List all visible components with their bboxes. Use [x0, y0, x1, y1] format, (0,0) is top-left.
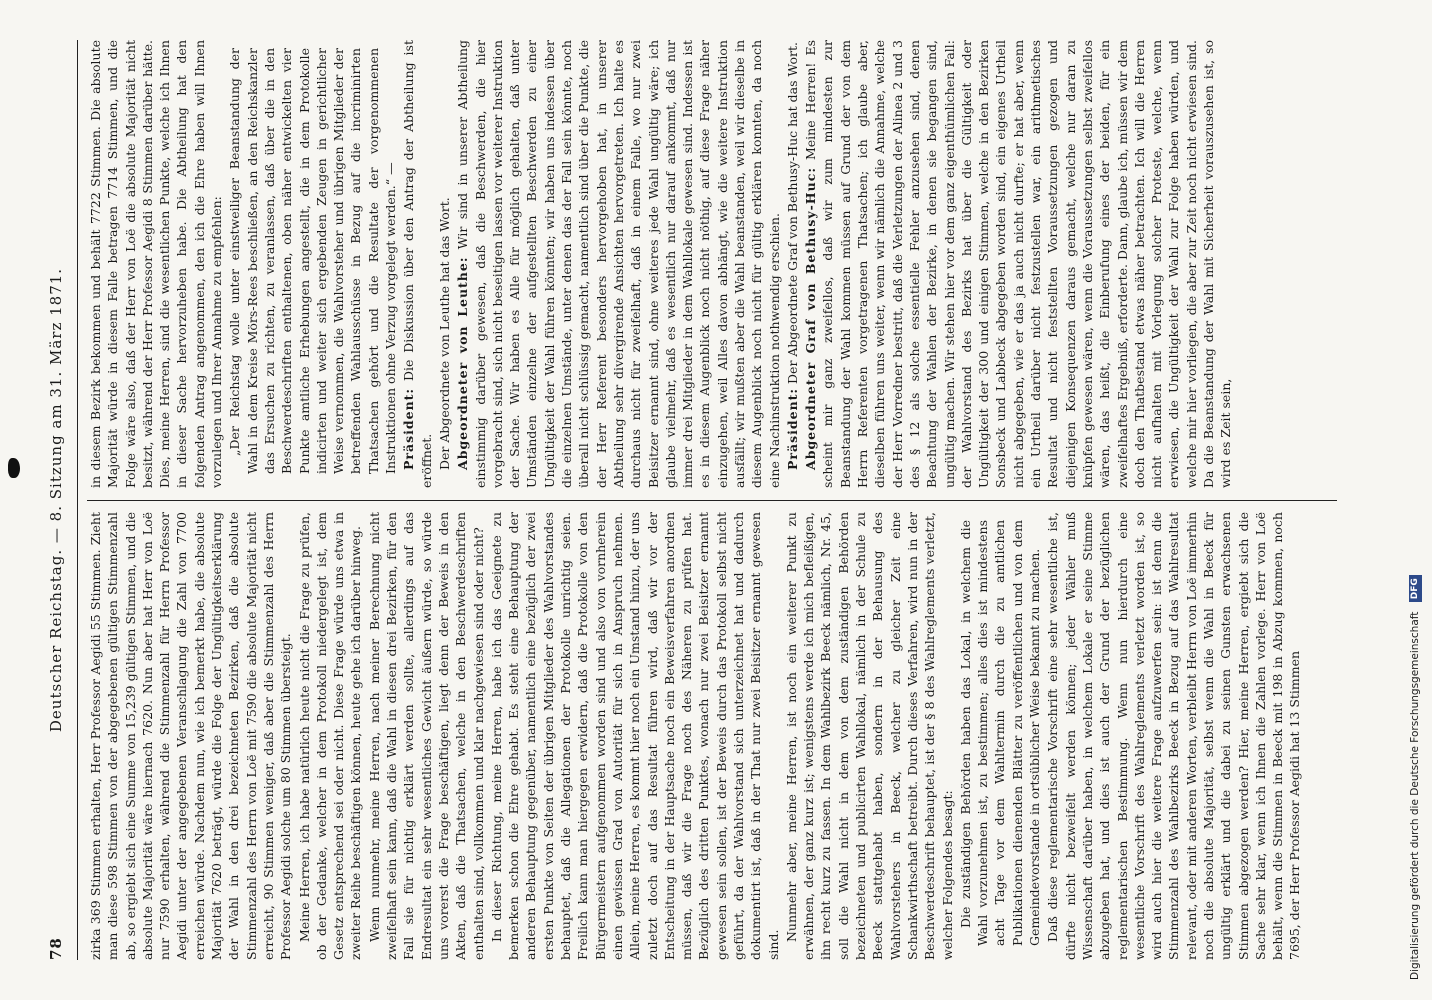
right-column — [87, 40, 1337, 488]
attribution-text: Digitalisierung gefördert durch die Deutsche Forschungsgemeinschaft — [1409, 611, 1421, 980]
printed-page — [25, 0, 1375, 1000]
running-head — [47, 40, 73, 960]
digitization-note — [1404, 20, 1426, 980]
paragraph: Daß diese reglementarische Vorschrift eine sehr wesentliche ist, dürfte nicht bezweifelt werden können; jeder Wähler muß Wissenschaft darüber haben, in welchem Lokale er seine Stimme abzugeben hat, und dies ist auch der Grund der bezüglichen reglementarischen Bestimmung. Wenn nun hierdurch eine wesentliche Vorschrift des Wahlreglements verletzt worden ist, so wird auch hier die weitere Frage aufzuwerfen sein: ist denn die Stimmenzahl des Wahlbezirks Beeck in Bezug auf das Wahlresultat relevant, oder mit anderen Worten, verbleibt Herrn von Loë immerhin noch die absolute Majorität, selbst wenn die Wahl in Beeck für ungültig erklärt und die dabei zu seinen Gunsten erwachsenen Stimmen abgezogen werden? Hier, meine Herren, ergiebt sich die Sache sehr klar, wenn ich Ihnen die Zahlen vorlege. Herr von Loë behält, wenn die Stimmen in Beeck mit 198 in Abzug kommen, noch 7695, der Herr Professor Aegidi hat 13 Stimmen — [1045, 512, 1303, 960]
speaker-label: Präsident: — [401, 387, 417, 470]
motion-text: „Der Reichstag wolle unter einstweiliger Beanstandung der Wahl in dem Kreise Mörs-Rees beschließen, an den Reichskanzler das Ersuchen zu richten, zu veranlassen, daß über die in den Beschwerdeschriften enthaltenen, oben näher entwickelten vier Punkte amtliche Erhebungen angestellt, die in dem Protokolle indicirten und weiter sich ergebenden Zeugen in gerichtlicher Weise vernommen, die Wahlvorsteher und übrigen Mitglieder der betreffenden Wahlausschüsse in Bezug auf die incriminirten Thatsachen gehört und die Resultate der vorgenommenen Instruktionen ohne Verzug vorgelegt werden.“ — — [227, 48, 399, 474]
paragraph: Wenn nunmehr, meine Herren, nach meiner Berechnung nicht zweifelhaft sein kann, daß die Wahl in diesen drei Bezirken, für den Fall sie für nichtig erklärt werden sollte, allerdings auf das Endresultat ein sehr wesentliches Gewicht äußern würde, so würde uns vorerst die Frage beschäftigen, liegt denn der Beweis in den Akten, daß die Thatsachen, welche in den Beschwerdeschriften enthalten sind, vollkommen und klar nachgewiesen sind oder nicht? — [366, 512, 486, 960]
speech-text: Die Diskussion über den Antrag der Abtheilung ist eröffnet. — [401, 40, 434, 488]
paragraph: Der Abgeordnete von Leuthe hat das Wort. — [436, 197, 452, 470]
paragraph: Nunmehr aber, meine Herren, ist noch ein weiterer Punkt zu erwähnen, der ganz kurz ist; wenigstens werde ich mich befleißigen, ihn recht kurz zu fassen. In dem Wahlbezirk Beeck nämlich, Nr. 45, soll die Wahl nicht in dem von dem zuständigen Behörden bezeichneten und publicirten Wahllokal, nämlich in der Schule zu Beeck stattgehabt haben, sondern in der Behausung des Wahlvorstehers in Beeck, welcher zu gleicher Zeit eine Schankwirthschaft betreibt. Durch dieses Verfahren, wird nun in der Beschwerdeschrift behauptet, ist der § 8 des Wahlreglements verletzt, welcher Folgendes besagt: — [783, 512, 955, 960]
running-title: Deutscher Reichstag. — 8. Sitzung am 31. März 1871. — [47, 267, 65, 733]
paragraph: in diesem Bezirk bekommen und behält 7722 Stimmen. Die absolute Majorität würde in diesem Falle betragen 7714 Stimmen, und die Folge wäre also, daß der Herr von Loë die absolute Majorität nicht besitzt, während der Herr Professor Aegidi 8 Stimmen darüber hätte. Dies, meine Herren, sind die wesentlichen Punkte, welche ich Ihnen in dieser Sache hervorzuheben habe. Die Abtheilung hat den folgenden Antrag angenommen, den ich die Ehre haben will Ihnen vorzulegen und Ihrer Annahme zu empfehlen: — [88, 40, 225, 488]
column-divider — [87, 500, 1337, 501]
speech-text: Meine Herren! Es scheint mir ganz zweifellos, daß wir zum mindesten zur Beanstandung der Wahl kommen müssen auf Grund der von dem Herrn Referenten vorgetragenen Thatsachen; ich glaube aber, dieselben führen uns weiter, wenn wir nämlich die Annahme, welche der Herr Vorredner bestritt, daß die Verletzungen der Alinea 2 und 3 des § 12 als solche essentielle Fehler anzusehen sind, denen Beachtung der Wahlen der Bezirke, in denen sie begangen sind, ungültig machen. Wir stehen hier vor dem ganz eigenthümlichen Fall: der Wahlvorstand des Bezirks hat über die Gültigkeit oder Ungültigkeit der 300 und einigen Stimmen, welche in den Bezirken Sonsbeck und Labbeck abgegeben worden sind, ein eigenes Urtheil nicht abgegeben, wie er das ja auch nicht durfte; er hat aber, wenn ein Urtheil darüber nicht festzustellen war, ein arithmetisches Resultat und nicht feststellten Voraussetzungen gezogen und diejenigen Konsequenzen daraus gemacht, welche nur daran zu knüpfen gewesen wären, wenn die Voraussetzungen selbst zweifellos wären, das heißt, die Einberufung eines der beiden, für ein zweifelhaftes Ergebniß, erforderte. Dann, glaube ich, müssen wir dem doch den Thatbestand etwas näher betrachten. Ich will die Herren nicht aufhalten mit Vorlegung solcher Proteste, welche, wenn erwiesen, die Ungültigkeit der Wahl zur Folge haben würden, und welche mir hier vorliegen, die aber zur Zeit noch nicht erwiesen sind. Da die Beanstandung der Wahl mit Sicherheit vorauszusehen ist, so wird es Zeit sein, — [803, 40, 1234, 488]
header-rule — [77, 40, 78, 960]
speaker-label: Präsident: — [784, 387, 800, 470]
paragraph: In dieser Richtung, meine Herren, habe ich das Geeignete zu bemerken schon die Ehre gehabt. Es steht eine Behauptung der anderen Behauptung gegenüber, namentlich eine bezüglich der zwei ersten Punkte von Seiten der übrigen Mitglieder des Wahlvorstandes behauptet, daß die Allegationen der Protokolle unrichtig seien. Freilich kann man hiergegen erwidern, daß die Protokolle von den Bürgermeistern aufgenommen worden sind und also von vornherein einen gewissen Grad von Autorität für sich in Anspruch nehmen. Allein, meine Herren, es kommt hier noch ein Umstand hinzu, der uns zuletzt doch auf das Resultat führen wird, daß wir vor der Entscheitung in der Hauptsache noch ein Beweisverfahren anordnen müssen, daß wir die Frage noch des Näheren zu prüfen hat. Bezüglich des dritten Punktes, wonach nur zwei Beisitzer ernannt gewesen sein sollen, ist der Beweis durch das Protokoll selbst nicht geführt, da der Wahlvorstand sich unterzeichnet hat und dadurch dokumentirt ist, daß in der That nur zwei Beisitzer ernannt gewesen sind. — [488, 512, 781, 960]
ink-blot — [8, 458, 20, 478]
page-number: 78 — [47, 937, 65, 960]
speech-paragraph — [454, 40, 783, 488]
speech-text: Wir sind in unserer Abtheilung einstimmig darüber gewesen, daß die Beschwerden, die hier vorgebracht sind, sich nicht beseitigen lassen vor weiterer Instruktion der Sache. Wir haben es Alle für möglich gehalten, daß unter Umständen einzelne der aufgestellten Beschwerden zu einer Ungültigkeit der Wahl führen könnten; wir haben uns indessen über die einzelnen Umstände, unter denen das der Fall sein könnte, noch überall nicht schlüssig gemacht, namentlich sind über die Punkte, die der Herr Referent besonders hervorgehoben hat, in unserer Abtheilung sehr divergirende Ansichten hervorgetreten. Ich halte es durchaus nicht für zweifelhaft, daß in einem Falle, wo nur zwei Beisitzer ernannt sind, ohne weiteres jede Wahl ungültig wäre; ich glaube vielmehr, daß es wesentlich nur darauf ankommt, daß nur immer drei Mitglieder in dem Wahllokale gewesen sind. Indessen ist es in diesem Augenblick noch nicht nöthig, auf diese Frage näher einzugehen, weil Alles davon abhängt, wie die weitere Instruktion ausfällt; wir mußten aber die Wahl beanstanden, weil wir dieselbe in diesem Augenblick noch nicht für gültig erklären konnten, da noch eine Nachinstruktion nothwendig erschien. — [455, 40, 782, 488]
left-column — [87, 512, 1337, 960]
dfg-logo: DFG — [1409, 575, 1422, 602]
speaker-label: Abgeordneter Graf von Bethusy-Huc: — [803, 167, 819, 470]
speech-paragraph — [784, 40, 801, 488]
speaker-label: Abgeordneter von Leuthe: — [455, 256, 471, 470]
paragraph: zirka 369 Stimmen erhalten, Herr Professor Aegidi 55 Stimmen. Zieht man diese 598 Stimmen von der abgegebenen gültigen Stimmenzahl ab, so ergiebt sich eine Summe von 15,239 gültigen Stimmen, und die absolute Majorität wäre hiernach 7620. Nun aber hat Herr von Loë nur 7590 erhalten, während die Stimmenzahl für Herrn Professor Aegidi unter der angegebenen Veranschlagung die Zahl von 7700 erreichen würde. Nachdem nun, wie ich bemerkt habe, die absolute Majorität 7620 beträgt, würde die Folge der Ungültigkeitserklärung der Wahl in den drei bezeichneten Bezirken, daß die absolute Stimmenzahl des Herrn von Loë mit 7590 die absolute Majorität nicht erreicht, 90 Stimmen weniger, daß aber die Stimmenzahl des Herrn Professor Aegidi solche um 80 Stimmen übersteigt. — [88, 512, 294, 960]
paragraph: Meine Herren, ich habe natürlich heute nicht die Frage zu prüfen, ob der Gedanke, welcher in dem Protokoll niedergelegt ist, dem Gesetz entsprechend sei oder nicht. Diese Frage würde uns etwa in zweiter Reihe beschäftigen können, heute gehe ich darüber hinweg. — [296, 512, 364, 960]
speech-paragraph — [802, 40, 1234, 488]
speech-text: Der Abgeordnete Graf von Bethusy-Huc hat das Wort. — [784, 42, 800, 384]
quoted-regulation: Die zuständigen Behörden haben das Lokal, in welchem die Wahl vorzunehmen ist, zu bestimmen; alles dies ist mindestens acht Tage vor dem Wahltermin durch die zu amtlichen Publikationen dienenden Blätter zu veröffentlichen und von dem Gemeindevorstande in ortsüblicher Weise bekannt zu machen. — [957, 520, 1043, 946]
speech-paragraph — [400, 40, 435, 488]
